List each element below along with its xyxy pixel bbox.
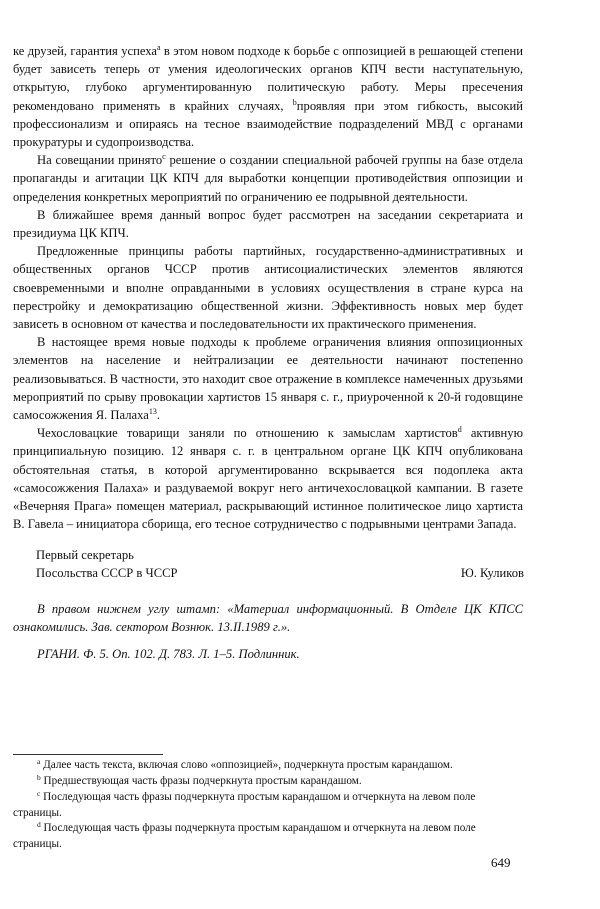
footnote-marker: a (156, 43, 161, 52)
body-paragraph: В настоящее время новые подходы к проблеме ограничения влияния оппозиционных элементов на население и нейтрализации ее деятельности начинают постепенно реализовываться. В частности, это находит свое отражение в комплексе намеченных друзьями мероприятий по срыву провокации хартистов 15 января с. г., приуроченной к 20-й годовщине самосожжения Я. Палаха$^{13}$. (13, 335, 523, 423)
footnote: $^a$ Далее часть текста, включая слово «оппозицией», подчеркнута простым карандашом. (37, 757, 453, 771)
footnote: $^b$ Предшествующая часть фразы подчеркнута простым карандашом. (37, 773, 362, 787)
signature-name: Ю. Куликов (460, 566, 524, 580)
signature-title: Первый секретарь (36, 548, 134, 562)
footnote-marker: b (292, 97, 297, 107)
body-paragraph: Чехословацкие товарищи заняли по отношению к замыслам хартистов$^d$ активную принципиальную позицию. 12 января с. г. в центральном органе ЦК КПЧ опубликована обстоятельная статья, в которой аргументированно вскрывается вся подоплека акта «самосожжения Палаха» и раздуваемой вокруг него античехословацкой кампании. В газете «Вечерняя Прага» помещен материал, раскрывающий истинное политическое лицо хартиста В. Гавела – инициатора сборища, его тесное сотрудничество с подрывными центрами Запада. (13, 425, 523, 532)
main-text (13, 42, 523, 533)
footnote: $^d$ Последующая часть фразы подчеркнута простым карандашом и отчеркнута на левом поле страницы. (13, 820, 476, 850)
footnote-marker: c (162, 152, 166, 162)
footnote-divider (13, 754, 163, 755)
body-paragraph: На совещании принято$^c$ решение о создании специальной рабочей группы на базе отдела пропаганды и агитации ЦК КПЧ для выработки концепции противодействия оппозиции и определения конкретных мероприятий по ограничению ее подрывной деятельности. (13, 152, 524, 204)
archival-note: В правом нижнем углу штамп: «Материал информационный. В Отделе ЦК КПСС ознакомились. Зав. сектором Вознюк. 13.II.1989 г.». (13, 602, 523, 635)
body-paragraph: В ближайшее время данный вопрос будет рассмотрен на заседании секретариата и президиума ЦК КПЧ. (13, 207, 523, 241)
body-paragraph: Предложенные принципы работы партийных, государственно-административных и общественных органов ЧССР против антисоциалистических элементов являются своевременными и вполне оправданными в условиях осуществления в стране курса на перестройку и демократизацию общественной жизни. Эффективность новых мер будет зависеть в основном от качества и последовательности их практического применения. (13, 244, 523, 332)
page-number: 649 (491, 855, 511, 870)
footnote-marker: 13 (148, 407, 157, 417)
archival-source: РГАНИ. Ф. 5. Оп. 102. Д. 783. Л. 1–5. Подлинник. (37, 647, 300, 661)
signature-organization: Посольства СССР в ЧССР (36, 566, 178, 580)
footnote: $^c$ Последующая часть фразы подчеркнута простым карандашом и отчеркнута на левом поле страницы. (13, 789, 476, 819)
signature-block (36, 546, 524, 582)
body-paragraph: ке друзей, гарантия успеха$^a$ в этом новом подходе к борьбе с оппозицией в решающей степени будет зависеть теперь от умения идеологических органов КПЧ вести наступательную, открытую, глубоко аргументированную политическую работу. Меры пресечения рекомендовано применять в крайних случаях, $^b$проявляя при этом гибкость, высокий профессионализм и опираясь на тесное взаимодействие подразделений МВД с органами прокуратуры и судопроизводства. (13, 43, 523, 150)
footnote-marker: d (457, 425, 462, 435)
